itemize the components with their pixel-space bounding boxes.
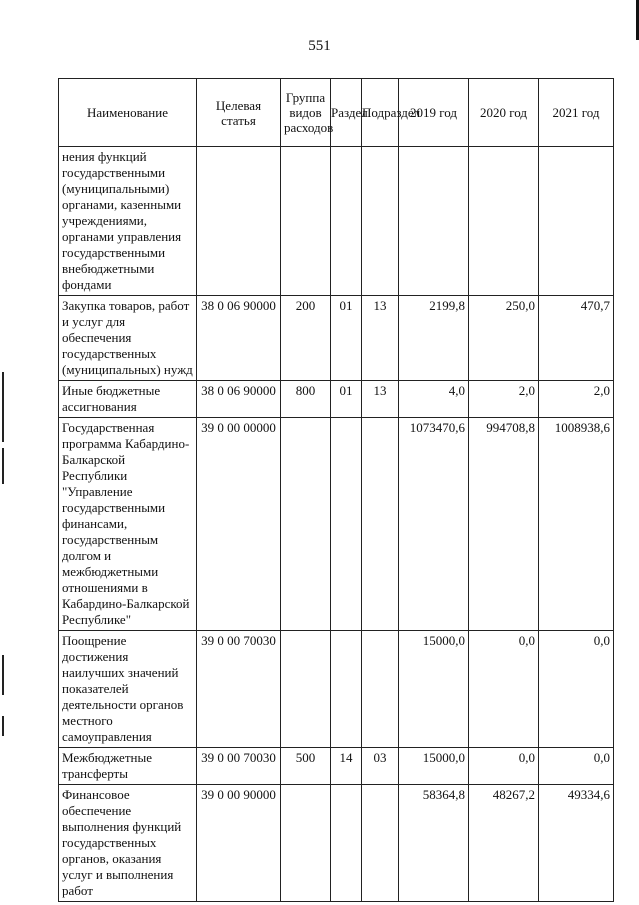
header-2020: 2020 год bbox=[469, 79, 539, 147]
cell-subsection: 13 bbox=[362, 381, 399, 418]
cell-section bbox=[331, 785, 362, 902]
cell-target: 38 0 06 90000 bbox=[197, 381, 281, 418]
cell-subsection bbox=[362, 785, 399, 902]
cell-y2021: 1008938,6 bbox=[539, 418, 614, 631]
header-group: Группа видов расходов bbox=[281, 79, 331, 147]
cell-subsection bbox=[362, 147, 399, 296]
table-row bbox=[59, 418, 614, 631]
header-2019: 2019 год bbox=[399, 79, 469, 147]
cell-name: Финансовое обеспечение выполнения функций государственных органов, оказания услуг и выполнения работ bbox=[59, 785, 197, 902]
table-header-row bbox=[59, 79, 614, 147]
cell-y2019: 15000,0 bbox=[399, 631, 469, 748]
cell-group bbox=[281, 785, 331, 902]
table-row bbox=[59, 785, 614, 902]
cell-y2019: 2199,8 bbox=[399, 296, 469, 381]
cell-y2020: 250,0 bbox=[469, 296, 539, 381]
scan-edge-marks bbox=[0, 0, 8, 905]
cell-section: 14 bbox=[331, 748, 362, 785]
cell-target: 39 0 00 90000 bbox=[197, 785, 281, 902]
cell-group bbox=[281, 147, 331, 296]
cell-section bbox=[331, 418, 362, 631]
cell-y2019: 15000,0 bbox=[399, 748, 469, 785]
cell-subsection bbox=[362, 631, 399, 748]
header-section: Раздел bbox=[331, 79, 362, 147]
table-row bbox=[59, 147, 614, 296]
cell-section: 01 bbox=[331, 296, 362, 381]
cell-y2020: 2,0 bbox=[469, 381, 539, 418]
cell-name: Поощрение достижения наилучших значений показателей деятельности органов местного самоуправления bbox=[59, 631, 197, 748]
cell-group: 500 bbox=[281, 748, 331, 785]
header-target: Целевая статья bbox=[197, 79, 281, 147]
table-row bbox=[59, 381, 614, 418]
cell-subsection: 13 bbox=[362, 296, 399, 381]
cell-y2020: 0,0 bbox=[469, 748, 539, 785]
cell-y2021: 49334,6 bbox=[539, 785, 614, 902]
header-name: Наименование bbox=[59, 79, 197, 147]
cell-subsection: 03 bbox=[362, 748, 399, 785]
table-row bbox=[59, 631, 614, 748]
cell-target: 39 0 00 00000 bbox=[197, 418, 281, 631]
cell-y2021: 2,0 bbox=[539, 381, 614, 418]
page-number: 551 bbox=[308, 38, 331, 54]
cell-target bbox=[197, 147, 281, 296]
cell-group: 800 bbox=[281, 381, 331, 418]
cell-y2019: 58364,8 bbox=[399, 785, 469, 902]
cell-y2019: 4,0 bbox=[399, 381, 469, 418]
cell-y2021: 0,0 bbox=[539, 631, 614, 748]
cell-target: 39 0 00 70030 bbox=[197, 631, 281, 748]
cell-y2021: 0,0 bbox=[539, 748, 614, 785]
header-subsection: Подраздел bbox=[362, 79, 399, 147]
cell-y2021: 470,7 bbox=[539, 296, 614, 381]
table-row bbox=[59, 296, 614, 381]
header-2021: 2021 год bbox=[539, 79, 614, 147]
cell-y2019: 1073470,6 bbox=[399, 418, 469, 631]
cell-y2020: 994708,8 bbox=[469, 418, 539, 631]
cell-section: 01 bbox=[331, 381, 362, 418]
cell-y2020: 0,0 bbox=[469, 631, 539, 748]
cell-target: 39 0 00 70030 bbox=[197, 748, 281, 785]
cell-section bbox=[331, 631, 362, 748]
cell-group: 200 bbox=[281, 296, 331, 381]
cell-section bbox=[331, 147, 362, 296]
cell-group bbox=[281, 418, 331, 631]
cell-name: нения функций государственными (муниципальными) органами, казенными учреждениями, органами управления государственными внебюджетными фондами bbox=[59, 147, 197, 296]
cell-name: Государственная программа Кабардино-Балкарской Республики "Управление государственными финансами, государственным долгом и межбюджетными отношениями в Кабардино-Балкарской Республике" bbox=[59, 418, 197, 631]
cell-name: Иные бюджетные ассигнования bbox=[59, 381, 197, 418]
table-body bbox=[59, 147, 614, 902]
cell-subsection bbox=[362, 418, 399, 631]
cell-name: Закупка товаров, работ и услуг для обеспечения государственных (муниципальных) нужд bbox=[59, 296, 197, 381]
cell-y2020: 48267,2 bbox=[469, 785, 539, 902]
cell-target: 38 0 06 90000 bbox=[197, 296, 281, 381]
cell-group bbox=[281, 631, 331, 748]
cell-y2020 bbox=[469, 147, 539, 296]
cell-name: Межбюджетные трансферты bbox=[59, 748, 197, 785]
table-row bbox=[59, 748, 614, 785]
budget-table bbox=[58, 78, 614, 902]
cell-y2021 bbox=[539, 147, 614, 296]
cell-y2019 bbox=[399, 147, 469, 296]
